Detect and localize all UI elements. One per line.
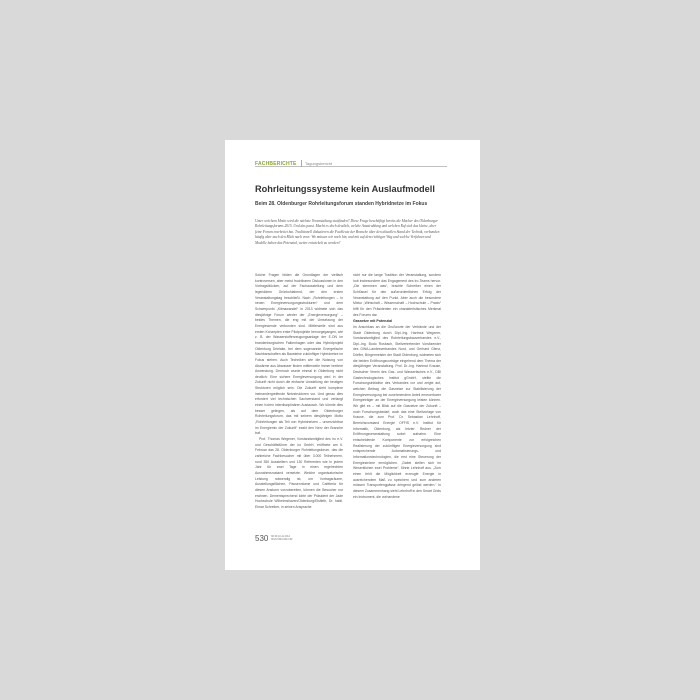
page-number: 530 [255, 534, 269, 543]
section-divider [301, 160, 302, 167]
section-sublabel: Tagungsbericht [305, 161, 333, 166]
footer-line: ISSN 0340-9244 3R [271, 538, 293, 541]
document-page [225, 140, 480, 570]
article-subtitle: Beim 28. Oldenburger Rohrleitungsforum standen Hybridnetze im Fokus [255, 201, 428, 207]
body-column-right [353, 273, 441, 545]
section-heading: Gasnetze mit Potenzial [353, 319, 393, 324]
body-paragraph: Prof. Thomas Wegener, Vorstandsmitglied des iro e.V. und Geschäftsführer der iro GmbH, eröffnete am 6. Februar das 28. Oldenburger Rohrleitungsforum, das die zahlreiche Fachbesucher mit über 3.000 Teilnehmern, rund 350 Ausstellern und 130 Referenten wie in jedem Jahr für zwei Tage in einen regelrechten Ausnahmezustand versetzte. Welche organisatorische Leistung notwendig ist, um Vortragsräume, Ausstellungsflächen, Pausenräume und Caféteria für diesen Ansturm vorzubereiten, können die Besucher nur erahnen. Dementsprechend lobte der Präsident der Jade Hochschule Wilhelmshaven/Oldenburg/Elsfleth, Dr. habil. Elmar Schreiber, in seinen Ansprache [255, 437, 343, 509]
body-paragraph: Solche Fragen bilden die Grundlagen der vielfach kontroversen, aber meist fruchtbaren Diskussionen in den Vortragsblöcken, auf der Fachausstellung und dem legendären Grünkohlabend, der den ersten Veranstaltungstag beschließt. Nach „Rohrleitungen – in neuen Energieversorgungsstrukturen“ und dem Schwerpunkt „Klimawandel“ in 2013 widmete sich das diesjährige Forum wieder der „Energieversorgung“ – beides Themen, die eng mit der Umsetzung der Energiewende verbunden sind. Mittlerweile sind aus ersten Konzepten erste Pilotprojekte hervorgegangen, wie z. B. der Wasserstofferzeugungsanlage der E.ON im brandenburgischen Falkenhagen oder das Hybridprojekt Oldenburg Drielake, bei dem sogenannte Energetische Nachbarschaften als Bausteine zukünftiger Hybridnetze im Fokus stehen. Auch Techniken wie die Nutzung von Abwärme aus Abwasser finden mittlerweile immer breitere Anwendung. Dennoch wurde einmal in Oldenburg nicht deutlich: Eine sichere Energieversorgung wird in der Zukunft nicht durch die einfache Umstellung der heutigen Strukturen möglich sein. Die Zukunft sieht komplexe ineinandergreifende Netzstrukturen vor. Und genau dies erfordert viel technischen Sachverstand und verlangt einen hohen interdisziplinären Austausch. Wo könnte dies besser gelingen, als auf dem Oldenburger Rohrleitungsforum, das mit seinem diesjährigen Motto „Rohrleitungen als Teil von Hybridnetzen – unverzichtbar im Energiemix der Zukunft“ exakt den Nerv der Branche traf. [255, 273, 343, 436]
article-title: Rohrleitungssysteme kein Auslaufmodell [255, 184, 435, 194]
article-lead: Unter welchem Motto wird die nächste Veranstaltung stattfinden? Diese Frage beschäftigt bereits die Macher des Oldenburger Rohrleitungsforums 2015. Und das passt. Macht es doch deutlich, welche Ausstrahlung und welchen Ruf sich das kleine, aber feine Forum erarbeitet hat. Traditionell diskutieren die Fachleute der Branche über den aktuellen Stand der Technik, verbunden häufig aber auch den Blick nach vorn: Wo müssen wir noch hin, und mit auf dem richtigen Weg und welche Verfahren und Modelle haben das Potenzial, weiter entwickelt zu werden? [255, 219, 440, 245]
body-column-left [255, 273, 343, 535]
body-paragraph: nicht nur die lange Tradition der Veranstaltung, sondern hob insbesondere das Engagement des iro-Teams hervor. „Die stemmen was“, brachte Schreiber einen der Schlüssel für den außerordentlichen Erfolg der Veranstaltung auf den Punkt. Aber auch die besondere Mixtur „Wirtschaft – Wissenschaft – Hochschule – Praxis“ trifft für den Präsidenten ein charakteristisches Merkmal des Forums dar. [353, 273, 441, 317]
footer-meta [271, 535, 292, 541]
footer-line: 3R 09 10-11 2014 [271, 535, 290, 538]
body-paragraph: Im Anschluss an die Grußworte der Verbände und der Stadt Oldenburg durch Dipl.-Ing. Hartmut Wegener, Vorstandsmitglied des Rohrleitungsbauverbandes e.V., Dipl.-Ing. Bodo Rosbach, Stellvertretender Vorsitzender des DWA-Landesverbandes Nord, und Gerhard Glenz, Dörfler, Bürgermeister der Stadt Oldenburg, widmeten sich die beiden Eröffnungsvorträge eingehend dem Thema der diesjährigen Veranstaltung. Prof. Dr.-Ing. Hartmut Krause, Deutscher Verein des Gas- und Wasserfaches e.V., DBI Gastechnologisches Institut gGmbH, stellte die Forschungsinitiative des Verbandes vor und zeigte auf, welchen Beitrag die Gasnetze zur Stabilisierung der Energieversorgung bei zunehmendem Anteil erneuerbarer Energieträger an der Energieversorgung leisten können. Wir gibt es – mit Blick auf die Gasnetze der Zukunft – noch Forschungsbedarf, auch das eine Steilvorlage von Krause, die zum Prof. Dr. Sebastian Lehnhoff, Bereichsvorstand Energie OFFIS e.V. Institut für Informatik, Oldenburg, als letzter Redner der Eröffnungsveranstaltung sofort aufnahm. Eine entscheidende Komponente zur erfolgreichen Realisierung der zukünftigen Energieversorgung sind entsprechende Automatisierungs- und Informationstechnologien, die erst eine Steuerung der Energieströme ermöglichen. „Dabei stellen sich im Wesentlichen zwei Probleme“, führte Lehnhoff aus. „Zum einen fehlt die Möglichkeit erzeugte Energie in ausreichendem Maß zu speichern und zum anderen müssen Transportengpässe dringend gelöst werden.“ In diesem Zusammenhang sieht Lehnhoff in den Smart Grids ein Instrument, die vorhandene [353, 324, 441, 499]
section-label: FACHBERICHTE [255, 161, 297, 167]
